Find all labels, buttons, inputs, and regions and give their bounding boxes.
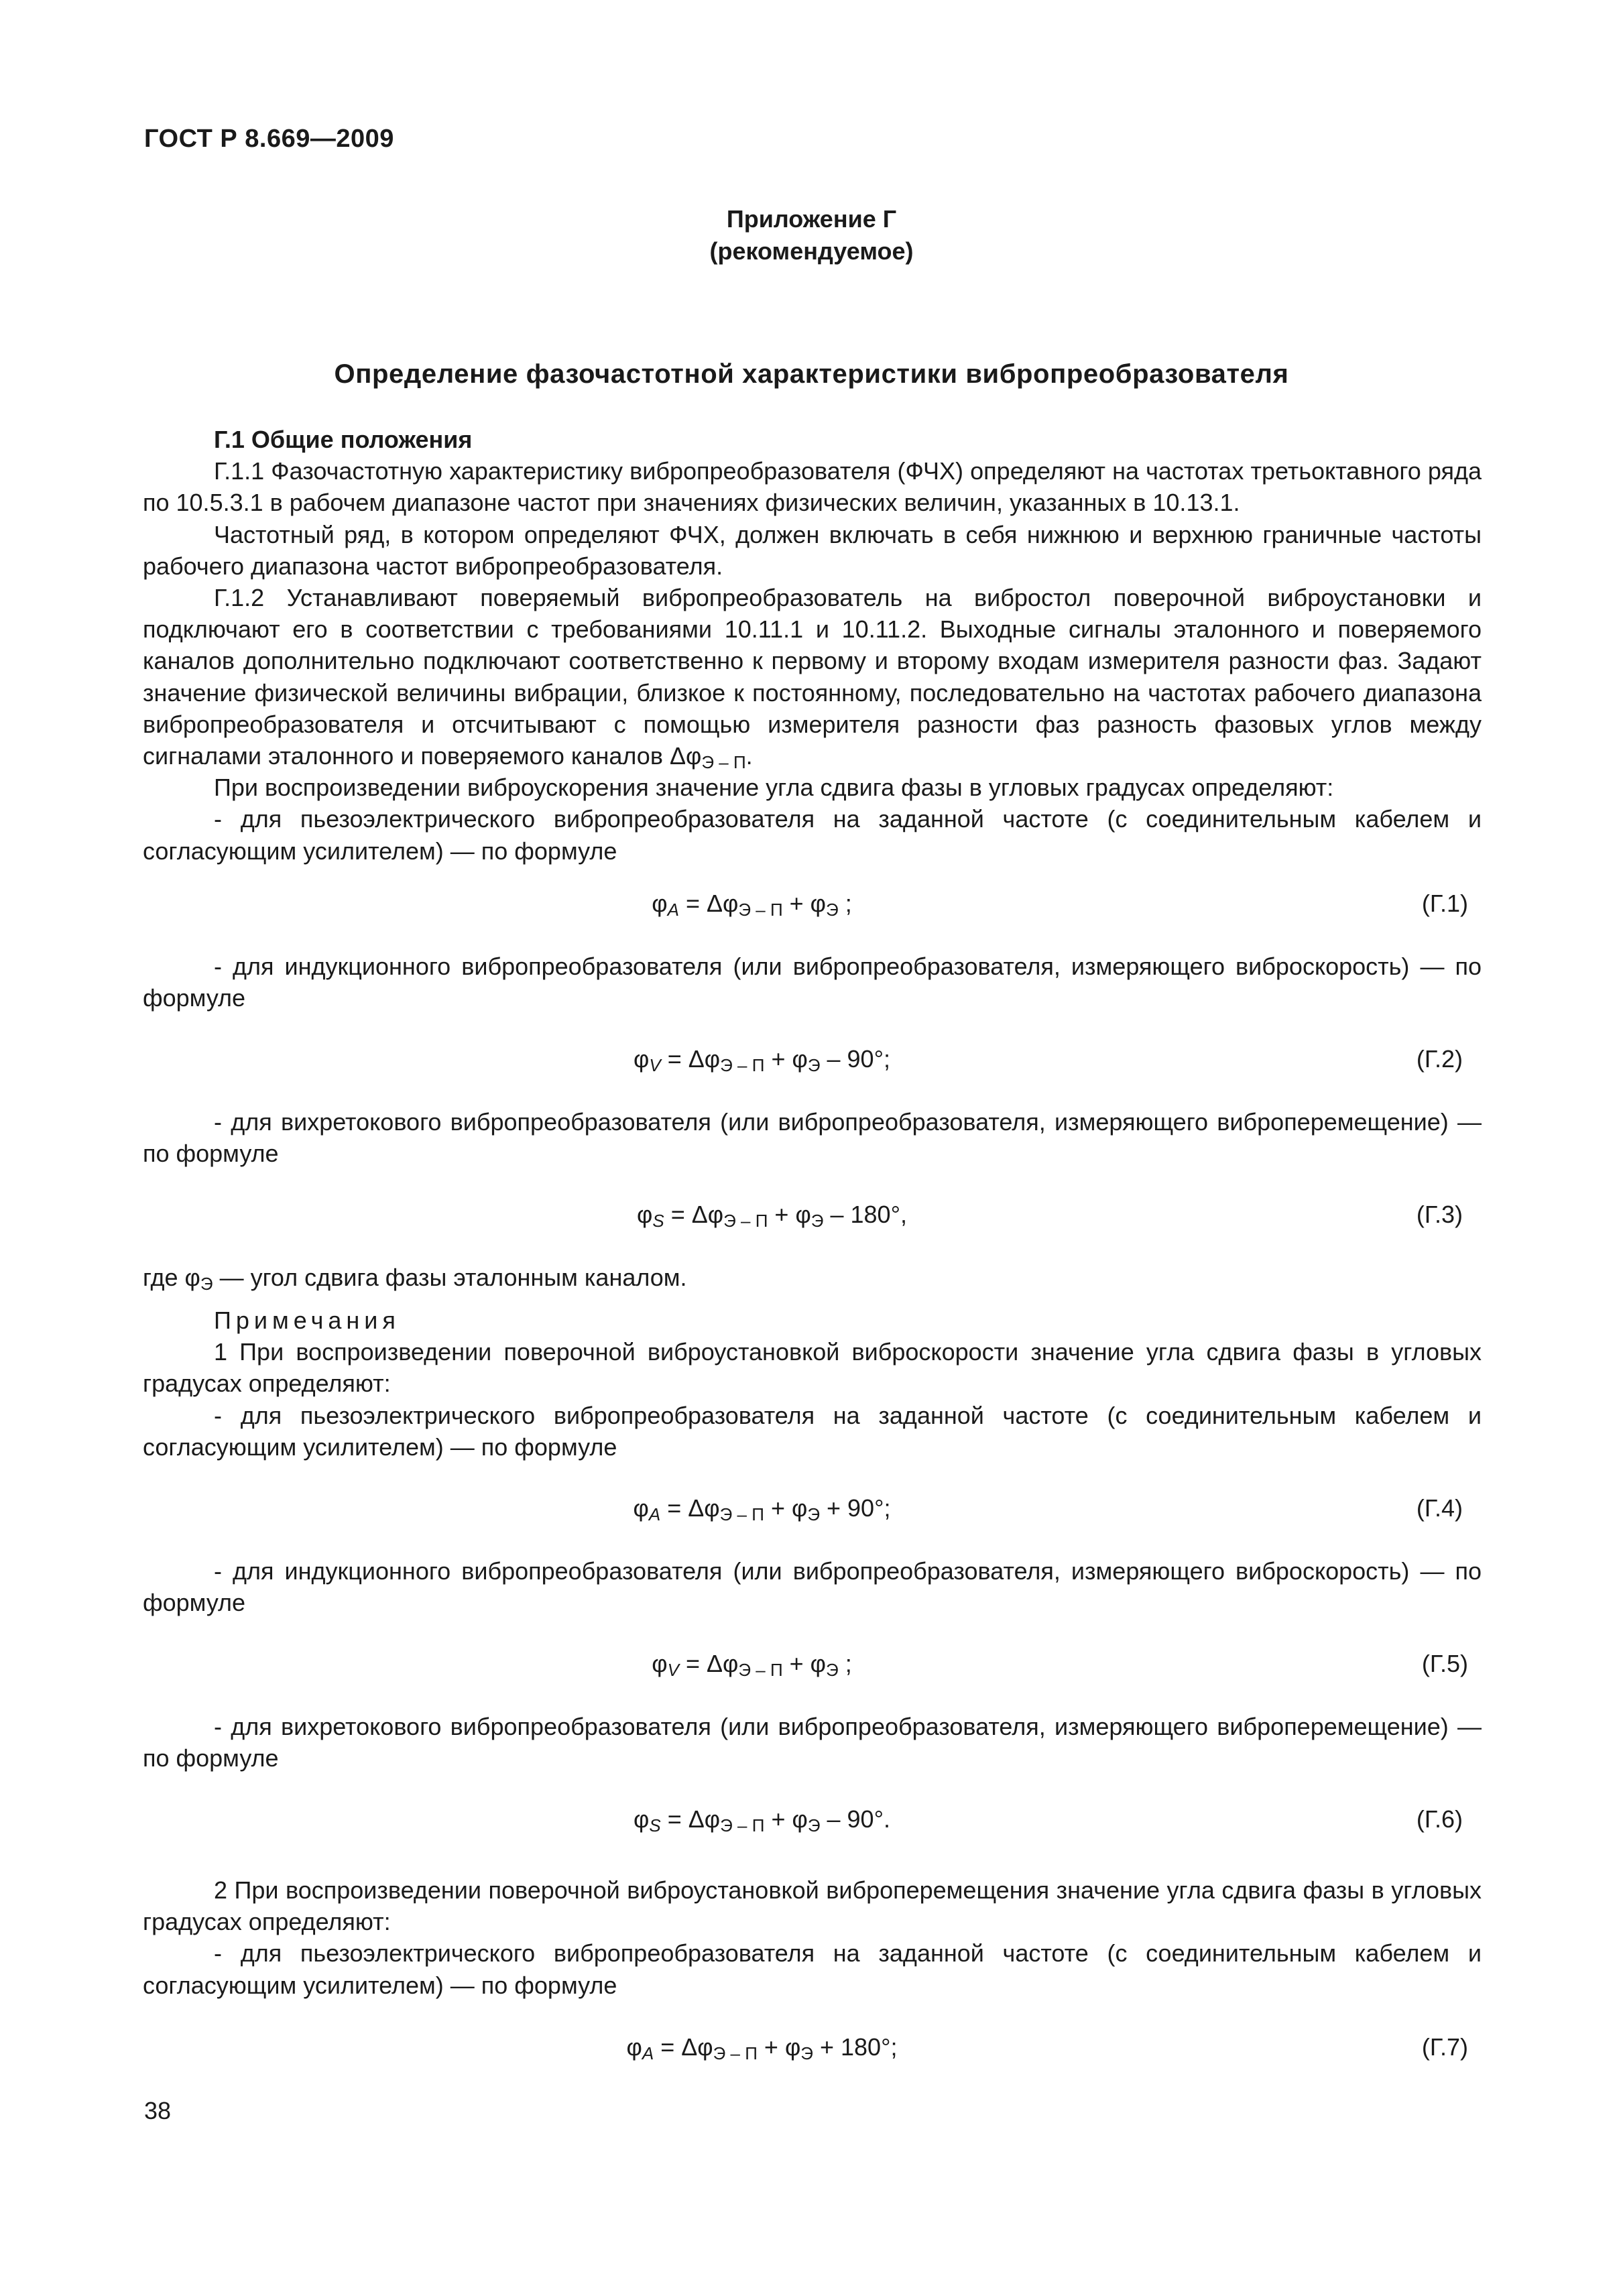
formula-g3-number: (Г.3) [1416,1201,1463,1228]
appendix-label: Приложение Г [726,205,897,233]
formula-g1 [143,888,1482,920]
page-number: 38 [144,2097,172,2124]
text-eddy-1 [143,1106,1482,1169]
formula-g6-expr: $\varphi_S = \Delta\varphi_{Э - П} + \varphi_Э - 90^\circ$. [634,1805,890,1835]
standard-header: ГОСТ Р 8.669—2009 [144,125,394,153]
appendix-title: Определение фазочастотной характеристики вибропреобразователя [334,359,1289,389]
note-2: 2 При воспроизведении поверочной виброустановкой виброперемещения значение угла сдвига фазы в угловых градусах определяют: [143,1876,1482,1936]
formula-g1-number: (Г.1) [1421,890,1468,917]
paragraph-g12-sub: Э – П [701,752,746,773]
formula-g5 [143,1648,1482,1680]
formula-g4-expr: $\varphi_A = \Delta\varphi_{Э - П} + \varphi_Э + 90^\circ$; [633,1494,891,1524]
formula-g6 [143,1803,1482,1835]
text-induction-1 [143,951,1482,1014]
where-line: где $\varphi_Э$ — угол сдвига фазы эталонным каналом. [143,1264,687,1294]
formula-g4-number: (Г.4) [1416,1494,1463,1522]
appendix-status: (рекомендуемое) [709,237,914,265]
note-1-piezo: - для пьезоэлектрического вибропреобразователя на заданной частоте (с соединительным кабелем и согласующим усилителем) — по формуле [143,1401,1482,1461]
paragraph-acceleration: При воспроизведении виброускорения значение угла сдвига фазы в угловых градусах определяют: [214,774,1334,802]
note-1: 1 При воспроизведении поверочной виброустановкой виброскорости значение угла сдвига фазы в угловых градусах определяют: [143,1338,1482,1398]
formula-g1-expr: $\varphi_A = \Delta\varphi_{Э - П} + \varphi_Э$ ; [652,890,852,920]
formula-g7-number: (Г.7) [1421,2033,1468,2061]
paragraph-induction-1: - для индукционного вибропреобразователя (или вибропреобразователя, измеряющего виброскорость) — по формуле [143,953,1482,1012]
formula-g3-expr: $\varphi_S = \Delta\varphi_{Э - П} + \varphi_Э - 180^\circ$, [637,1201,907,1231]
text-induction-2 [143,1555,1482,1618]
paragraph-piezo-1: - для пьезоэлектрического вибропреобразователя на заданной частоте (с соединительным кабелем и согласующим усилителем) — по формуле [143,805,1482,865]
paragraph-frequency-series: Частотный ряд, в котором определяют ФЧХ, должен включать в себя нижнюю и верхнюю граничные частоты рабочего диапазона частот вибропреобразователя. [143,520,1482,580]
paragraph-g12 [143,582,1482,772]
paragraph-g11: Г.1.1 Фазочастотную характеристику вибропреобразователя (ФЧХ) определяют на частотах третьоктавного ряда по 10.5.3.1 в рабочем диапазоне частот при значениях физических величин, указанных в 10.13.1. [143,457,1482,517]
paragraph-g12-end: . [745,742,753,770]
note-2-piezo: - для пьезоэлектрического вибропреобразователя на заданной частоте (с соединительным кабелем и согласующим усилителем) — по формуле [143,1939,1482,1999]
formula-g2-expr: $\varphi_V = \Delta\varphi_{Э - П} + \varphi_Э - 90^\circ$; [634,1045,890,1075]
formula-g2-number: (Г.2) [1416,1045,1463,1073]
paragraph-eddy-1: - для вихретокового вибропреобразователя (или вибропреобразователя, измеряющего виброперемещение) — по формуле [143,1108,1482,1168]
formula-g6-number: (Г.6) [1416,1805,1463,1833]
formula-g3 [143,1199,1482,1231]
section-g1 [143,424,1482,867]
notes-block [143,1305,1482,1463]
note-1-induction: - для индукционного вибропреобразователя (или вибропреобразователя, измеряющего виброскорость) — по формуле [143,1557,1482,1617]
paragraph-g12-text: Г.1.2 Устанавливают поверяемый вибропреобразователь на вибростол поверочной виброустановки и подключают его в соответствии с требованиями 10.11.1 и 10.11.2. Выходные сигналы эталонного и поверяемого каналов дополнительно подключают соответственно к первому и второму входам измерителя разности фаз. Задают значение физической величины вибрации, близкое к постоянному, последовательно на частотах рабочего диапазона вибропреобразователя и отсчитывают с помощью измерителя разности фаз разность фазовых углов между сигналами эталонного и поверяемого каналов Δφ [143,584,1482,770]
formula-g7 [143,2031,1482,2063]
formula-g7-expr: $\varphi_A = \Delta\varphi_{Э - П} + \varphi_Э + 180^\circ$; [626,2033,898,2063]
text-note-2 [143,1874,1482,2001]
formula-g5-number: (Г.5) [1421,1650,1468,1677]
notes-heading: Примечания [214,1307,400,1334]
text-where [143,1262,1482,1293]
note-1-eddy: - для вихретокового вибропреобразователя (или вибропреобразователя, измеряющего виброперемещение) — по формуле [143,1713,1482,1772]
text-eddy-2 [143,1711,1482,1774]
formula-g5-expr: $\varphi_V = \Delta\varphi_{Э - П} + \varphi_Э$ ; [652,1650,852,1680]
section-heading: Г.1 Общие положения [214,426,473,453]
formula-g4 [143,1492,1482,1524]
formula-g2 [143,1043,1482,1075]
